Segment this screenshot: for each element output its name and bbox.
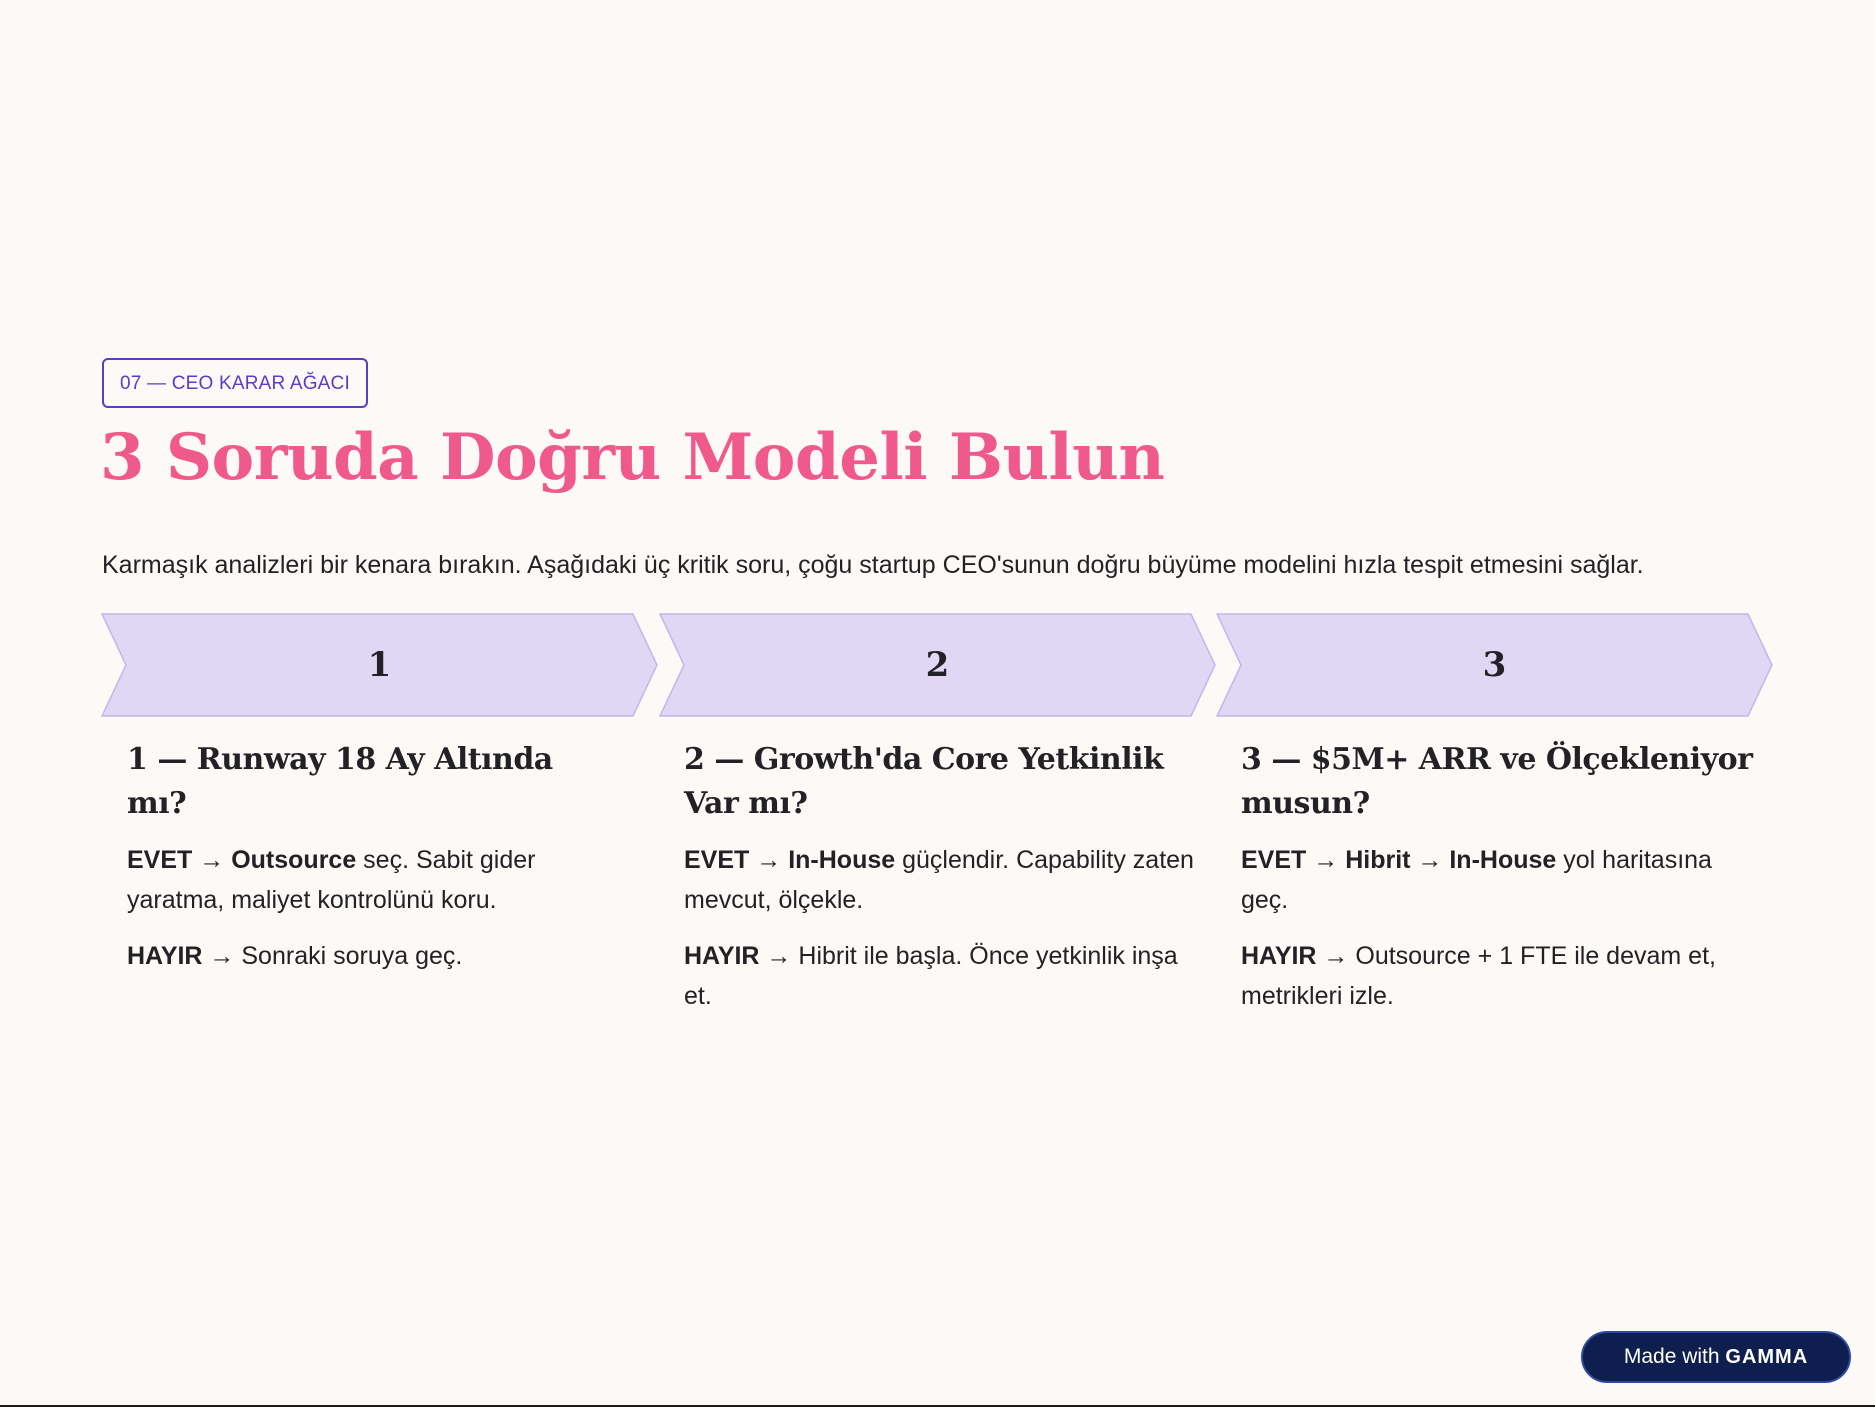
made-with-label: Made with (1623, 1345, 1726, 1368)
no-label: HAYIR → (1241, 942, 1349, 970)
yes-choice: Hibrit → In-House (1345, 846, 1557, 874)
no-label: HAYIR → (127, 942, 235, 970)
no-description: Outsource + 1 FTE ile devam et, metrikleri izle. (1241, 942, 1716, 1010)
yes-choice: In-House (788, 846, 896, 874)
yes-description: güçlendir. Capability zaten mevcut, ölçekle. (684, 846, 1194, 914)
yes-label: EVET → (1241, 846, 1339, 874)
yes-choice: Outsource (231, 846, 357, 874)
no-description: Hibrit ile başla. Önce yetkinlik inşa et. (684, 942, 1178, 1010)
yes-description: seç. Sabit gider yaratma, maliyet kontrolünü koru. (127, 846, 536, 914)
yes-label: EVET → (127, 846, 225, 874)
step-yes-text (127, 840, 607, 920)
yes-description: yol haritasına geç. (1241, 846, 1712, 914)
step-number: 2 (925, 645, 950, 685)
step-title: 2 — Growth'da Core Yetkinlik Var mı? (684, 742, 1164, 821)
step-card-2 (684, 738, 1204, 1032)
gamma-logo: GAMMA (1725, 1346, 1809, 1368)
step-number: 1 (367, 645, 392, 685)
page-title: 3 Soruda Doğru Modeli Bulun (100, 420, 1165, 495)
step-yes-text (1241, 840, 1766, 920)
step-title: 1 — Runway 18 Ay Altında mı? (127, 742, 553, 821)
step-chevron-1 (101, 613, 658, 717)
step-card-3 (1241, 738, 1766, 1032)
step-yes-text (684, 840, 1204, 920)
step-title: 3 — $5M+ ARR ve Ölçekleniyor musun? (1241, 742, 1753, 821)
yes-label: EVET → (684, 846, 782, 874)
no-description: Sonraki soruya geç. (234, 942, 463, 970)
intro-text: Karmaşık analizleri bir kenara bırakın. Aşağıdaki üç kritik soru, çoğu startup CEO'sunun doğru büyüme modelini hızla tespit etmesini sağlar. (102, 551, 1644, 579)
step-number: 3 (1482, 645, 1507, 685)
step-chevron-3 (1216, 613, 1773, 717)
no-label: HAYIR → (684, 942, 792, 970)
step-no-text (1241, 936, 1766, 1016)
step-no-text (684, 936, 1204, 1016)
step-chevron-2 (659, 613, 1216, 717)
made-with-gamma-button[interactable] (1581, 1331, 1851, 1383)
step-card-1 (127, 738, 607, 992)
step-no-text (127, 936, 607, 976)
section-badge: 07 — CEO KARAR AĞACI (102, 358, 368, 408)
